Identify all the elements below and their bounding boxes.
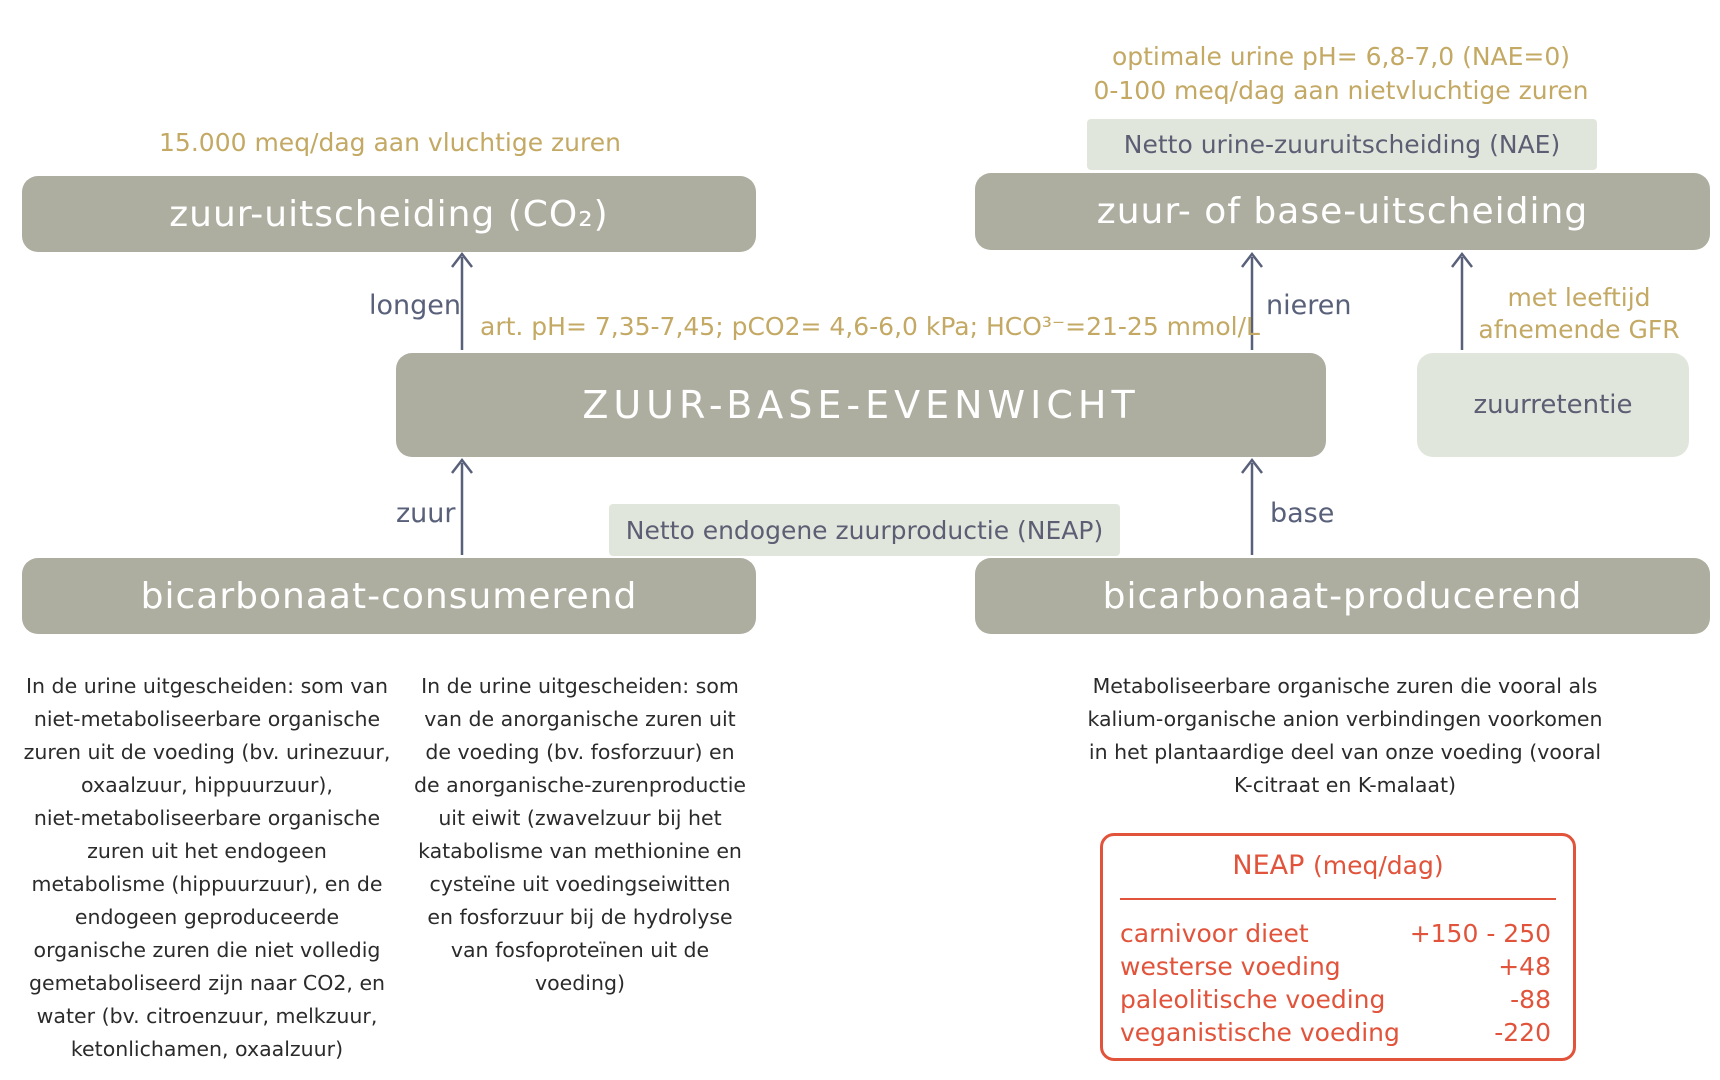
acid-base-excretion-box: zuur- of base-uitscheiding (975, 173, 1710, 250)
optimal-urine-ph-annotation: optimale urine pH= 6,8-7,0 (NAE=0) (1111, 42, 1571, 71)
neap-row-value: +48 (1498, 952, 1551, 981)
nae-label: Netto urine-zuuruitscheiding (NAE) (1087, 119, 1597, 170)
producing-description: Metaboliseerbare organische zuren die vooral als kalium-organische anion verbindingen voorkomen in het plantaardige deel van onze voeding (vooral K-citraat en K-malaat) (1087, 674, 1603, 797)
base-label: base (1270, 498, 1335, 529)
longen-label: longen (369, 290, 461, 321)
neap-row (1120, 1018, 1551, 1051)
blood-values-annotation: art. pH= 7,35-7,45; pCO2= 4,6-6,0 kPa; HCO³⁻=21-25 mmol/L (480, 312, 1260, 341)
neap-label: Netto endogene zuurproductie (NEAP) (609, 504, 1120, 556)
neap-row-value: -220 (1494, 1018, 1551, 1047)
neap-table (1100, 833, 1576, 1061)
neap-row (1120, 952, 1551, 985)
volatile-acids-annotation: 15.000 meq/dag aan vluchtige zuren (159, 128, 621, 157)
neap-divider (1120, 898, 1556, 900)
consuming-description-col2: In de urine uitgescheiden: som van de anorganische zuren uit de voeding (bv. fosforzuur) en de anorganische-zurenproductie uit eiwit (zwavelzuur bij het katabolisme van methionine en cysteïne uit voedingseiwitten en fosforzuur bij de hydrolyse van fosfoproteïnen uit de voeding) (413, 674, 746, 995)
gfr-annotation-line2: afnemende GFR (1478, 315, 1680, 344)
neap-unit-text: (meq/dag) (1313, 851, 1444, 880)
consuming-description-col1: In de urine uitgescheiden: som van niet-metaboliseerbare organische zuren uit de voeding (bv. urinezuur, oxaalzuur, hippuurzuur), niet-metaboliseerbare organische zuren uit het endogeen metabolisme (hippuurzuur), en de endogeen geproduceerde organische zuren die niet volledig gemetaboliseerd zijn naar CO2, en water (bv. citroenzuur, melkzuur, ketonlichamen, oxaalzuur) (23, 674, 391, 1061)
neap-row (1120, 985, 1551, 1018)
nieren-label: nieren (1266, 290, 1352, 321)
neap-row-value: +150 - 250 (1409, 919, 1551, 948)
neap-row-label: veganistische voeding (1120, 1018, 1400, 1047)
neap-row-label: paleolitische voeding (1120, 985, 1386, 1014)
neap-row-value: -88 (1510, 985, 1551, 1014)
nonvolatile-acids-annotation: 0-100 meq/dag aan nietvluchtige zuren (1093, 76, 1589, 105)
neap-title-text: NEAP (1232, 850, 1305, 881)
acid-excretion-co2-box: zuur-uitscheiding (CO₂) (22, 176, 756, 252)
neap-row-label: carnivoor dieet (1120, 919, 1309, 948)
acid-base-balance-box: ZUUR-BASE-EVENWICHT (396, 353, 1326, 457)
zuur-label: zuur (396, 498, 456, 529)
neap-table-title (1103, 850, 1573, 881)
acid-retention-box: zuurretentie (1417, 353, 1689, 457)
bicarbonate-producing-box: bicarbonaat-producerend (975, 558, 1710, 634)
gfr-annotation-line1: met leeftijd (1507, 283, 1651, 312)
bicarbonate-consuming-box: bicarbonaat-consumerend (22, 558, 756, 634)
neap-row (1120, 919, 1551, 952)
neap-row-label: westerse voeding (1120, 952, 1341, 981)
